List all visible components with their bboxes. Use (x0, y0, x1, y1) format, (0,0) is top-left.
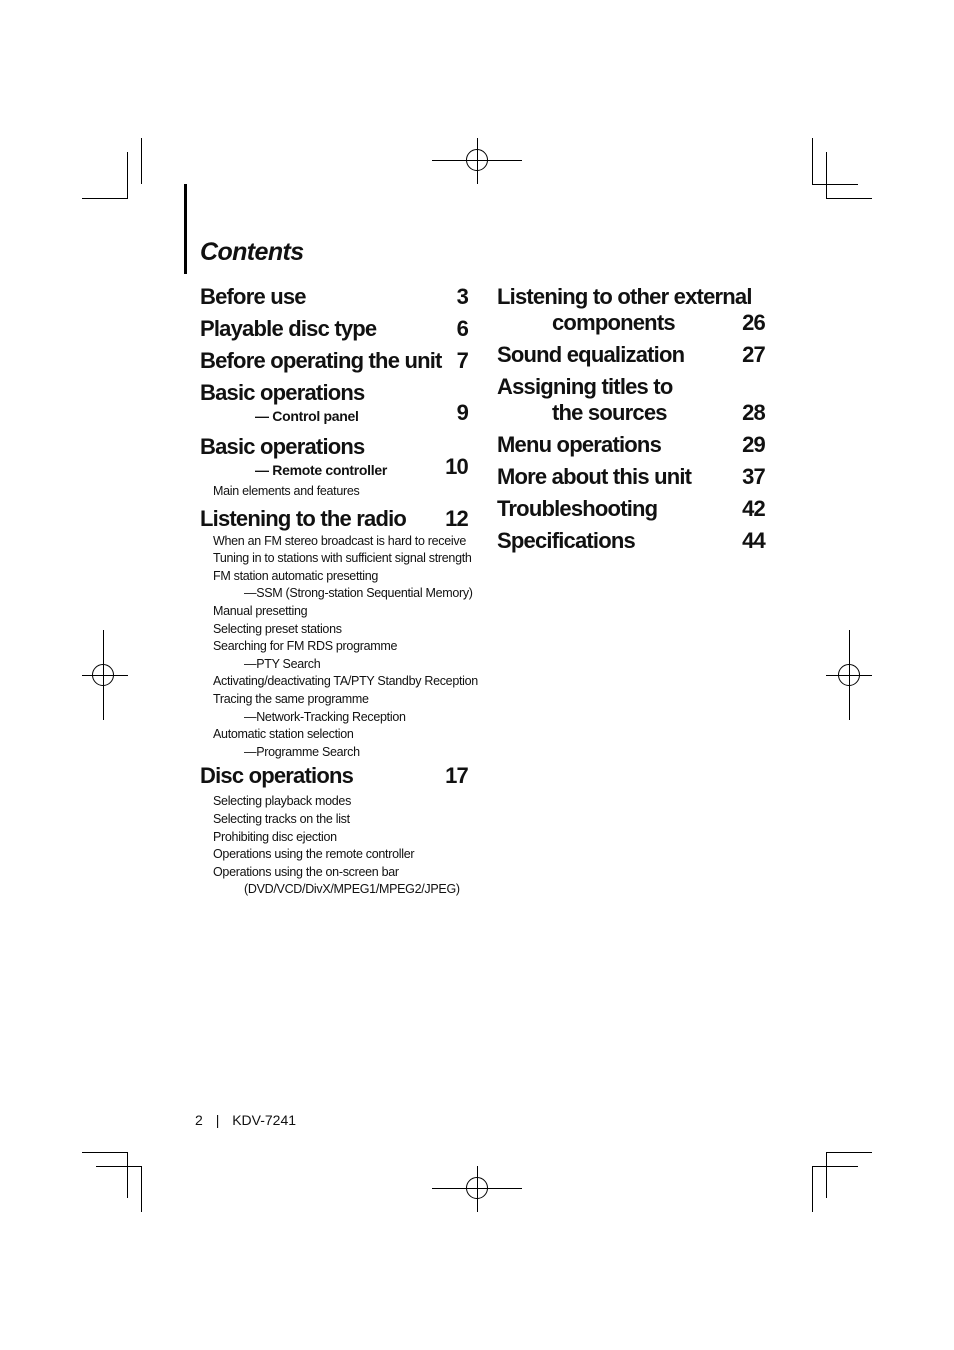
title-accent-bar (184, 184, 187, 274)
toc-subitem-detail: —Programme Search (244, 744, 360, 759)
toc-entry[interactable] (497, 342, 765, 368)
toc-subitem[interactable]: When an FM stereo broadcast is hard to receive (213, 533, 466, 548)
toc-subitems (200, 483, 468, 501)
toc-subitems (200, 793, 468, 899)
toc-subitems (200, 533, 478, 762)
crop-mark-br-h (826, 1152, 872, 1153)
toc-entry-page: 3 (456, 284, 468, 309)
toc-entry[interactable] (200, 434, 468, 480)
reg-mark-right-circle (838, 664, 860, 686)
toc-subitem[interactable]: Operations using the remote controller (213, 847, 415, 862)
toc-subitem[interactable]: Automatic station selection (213, 727, 354, 742)
toc-entry[interactable] (497, 464, 765, 490)
toc-entry-subtitle: — Control panel (255, 408, 359, 424)
toc-entry-title: Before operating the unit (200, 348, 442, 373)
crop-mark-tl-v2 (141, 138, 142, 184)
toc-subitem[interactable]: Activating/deactivating TA/PTY Standby Reception (213, 674, 478, 689)
crop-mark-tl-v (127, 152, 128, 198)
toc-entry-page: 12 (445, 505, 468, 531)
toc-right-column (497, 284, 765, 554)
footer-separator: | (215, 1112, 220, 1128)
crop-mark-bl-h2 (96, 1166, 142, 1167)
toc-entry[interactable] (200, 763, 468, 789)
page-title: Contents (200, 238, 304, 266)
toc-entry-page: 26 (742, 310, 765, 335)
crop-mark-br-h2 (812, 1166, 858, 1167)
toc-subitem[interactable]: Main elements and features (213, 484, 360, 498)
toc-entry[interactable] (200, 380, 468, 426)
toc-entry[interactable] (200, 506, 468, 532)
toc-entry-title: Assigning titles to (497, 374, 673, 399)
crop-mark-tl-h (82, 198, 128, 199)
page-footer (195, 1112, 296, 1128)
toc-entry[interactable] (200, 348, 468, 374)
toc-entry[interactable] (200, 316, 468, 342)
footer-model: KDV-7241 (232, 1112, 297, 1128)
toc-entry-title: Basic operations (200, 380, 365, 405)
crop-mark-bl-h (82, 1152, 128, 1153)
toc-entry-subtitle: — Remote controller (255, 462, 387, 478)
toc-entry-page: 44 (742, 528, 765, 553)
toc-subitem-detail: —PTY Search (244, 656, 321, 671)
reg-mark-top-circle (466, 149, 488, 171)
crop-mark-tr-v (826, 152, 827, 198)
toc-entry-title: Specifications (497, 528, 635, 553)
toc-entry[interactable] (200, 284, 468, 310)
toc-entry-title-continued: the sources (552, 400, 667, 425)
toc-subitem[interactable]: Selecting tracks on the list (213, 811, 350, 826)
toc-entry[interactable] (497, 374, 765, 426)
crop-mark-tr-h (826, 198, 872, 199)
crop-mark-tr-h2 (812, 184, 858, 185)
reg-mark-bottom-circle (466, 1177, 488, 1199)
toc-subitem[interactable]: Tracing the same programme (213, 691, 369, 706)
toc-subitem[interactable]: Manual presetting (213, 603, 308, 618)
toc-subitem[interactable]: Selecting playback modes (213, 794, 352, 809)
toc-entry-page: 7 (456, 348, 468, 373)
toc-entry-page: 10 (445, 454, 468, 479)
toc-entry[interactable] (497, 528, 765, 554)
toc-subitem[interactable]: Tuning in to stations with sufficient signal strength (213, 551, 472, 566)
crop-mark-tr-v2 (812, 138, 813, 184)
toc-entry-page: 6 (456, 316, 468, 341)
crop-mark-bl-v2 (141, 1166, 142, 1212)
toc-entry-page: 28 (742, 400, 765, 425)
toc-entry-title-continued: components (552, 310, 675, 335)
toc-entry-page: 27 (742, 342, 765, 367)
toc-subitem[interactable]: Operations using the on-screen bar (213, 864, 399, 879)
toc-entry-page: 9 (456, 400, 468, 425)
toc-entry-title: Before use (200, 284, 306, 309)
toc-entry[interactable] (497, 284, 765, 336)
crop-mark-bl-v (127, 1152, 128, 1198)
toc-entry-title: Listening to other external (497, 284, 752, 309)
toc-subitem[interactable]: FM station automatic presetting (213, 568, 379, 583)
footer-page-number: 2 (195, 1112, 203, 1128)
toc-subitem[interactable]: Selecting preset stations (213, 621, 342, 636)
toc-entry[interactable] (497, 496, 765, 522)
toc-subitem-detail: (DVD/VCD/DivX/MPEG1/MPEG2/JPEG) (244, 882, 460, 897)
toc-entry-title: Menu operations (497, 432, 662, 457)
toc-entry-title: Playable disc type (200, 316, 377, 341)
toc-entry-title: Sound equalization (497, 342, 685, 367)
toc-entry-page: 29 (742, 432, 765, 457)
crop-mark-br-v (826, 1152, 827, 1198)
toc-entry-page: 37 (742, 464, 765, 489)
toc-left-column (200, 284, 478, 899)
toc-entry-title: More about this unit (497, 464, 692, 489)
toc-entry-title: Disc operations (200, 763, 354, 789)
toc-entry-title: Troubleshooting (497, 496, 658, 521)
toc-subitem[interactable]: Prohibiting disc ejection (213, 829, 337, 844)
toc-entry-title: Basic operations (200, 434, 365, 459)
toc-entry-title: Listening to the radio (200, 505, 407, 531)
toc-subitem-detail: —SSM (Strong-station Sequential Memory) (244, 586, 473, 601)
toc-entry-page: 17 (445, 763, 468, 789)
toc-entry-page: 42 (742, 496, 765, 521)
toc-subitem-detail: —Network-Tracking Reception (244, 709, 406, 724)
toc-subitem[interactable]: Searching for FM RDS programme (213, 639, 398, 654)
toc-entry[interactable] (497, 432, 765, 458)
crop-mark-br-v2 (812, 1166, 813, 1212)
reg-mark-left-circle (92, 664, 114, 686)
